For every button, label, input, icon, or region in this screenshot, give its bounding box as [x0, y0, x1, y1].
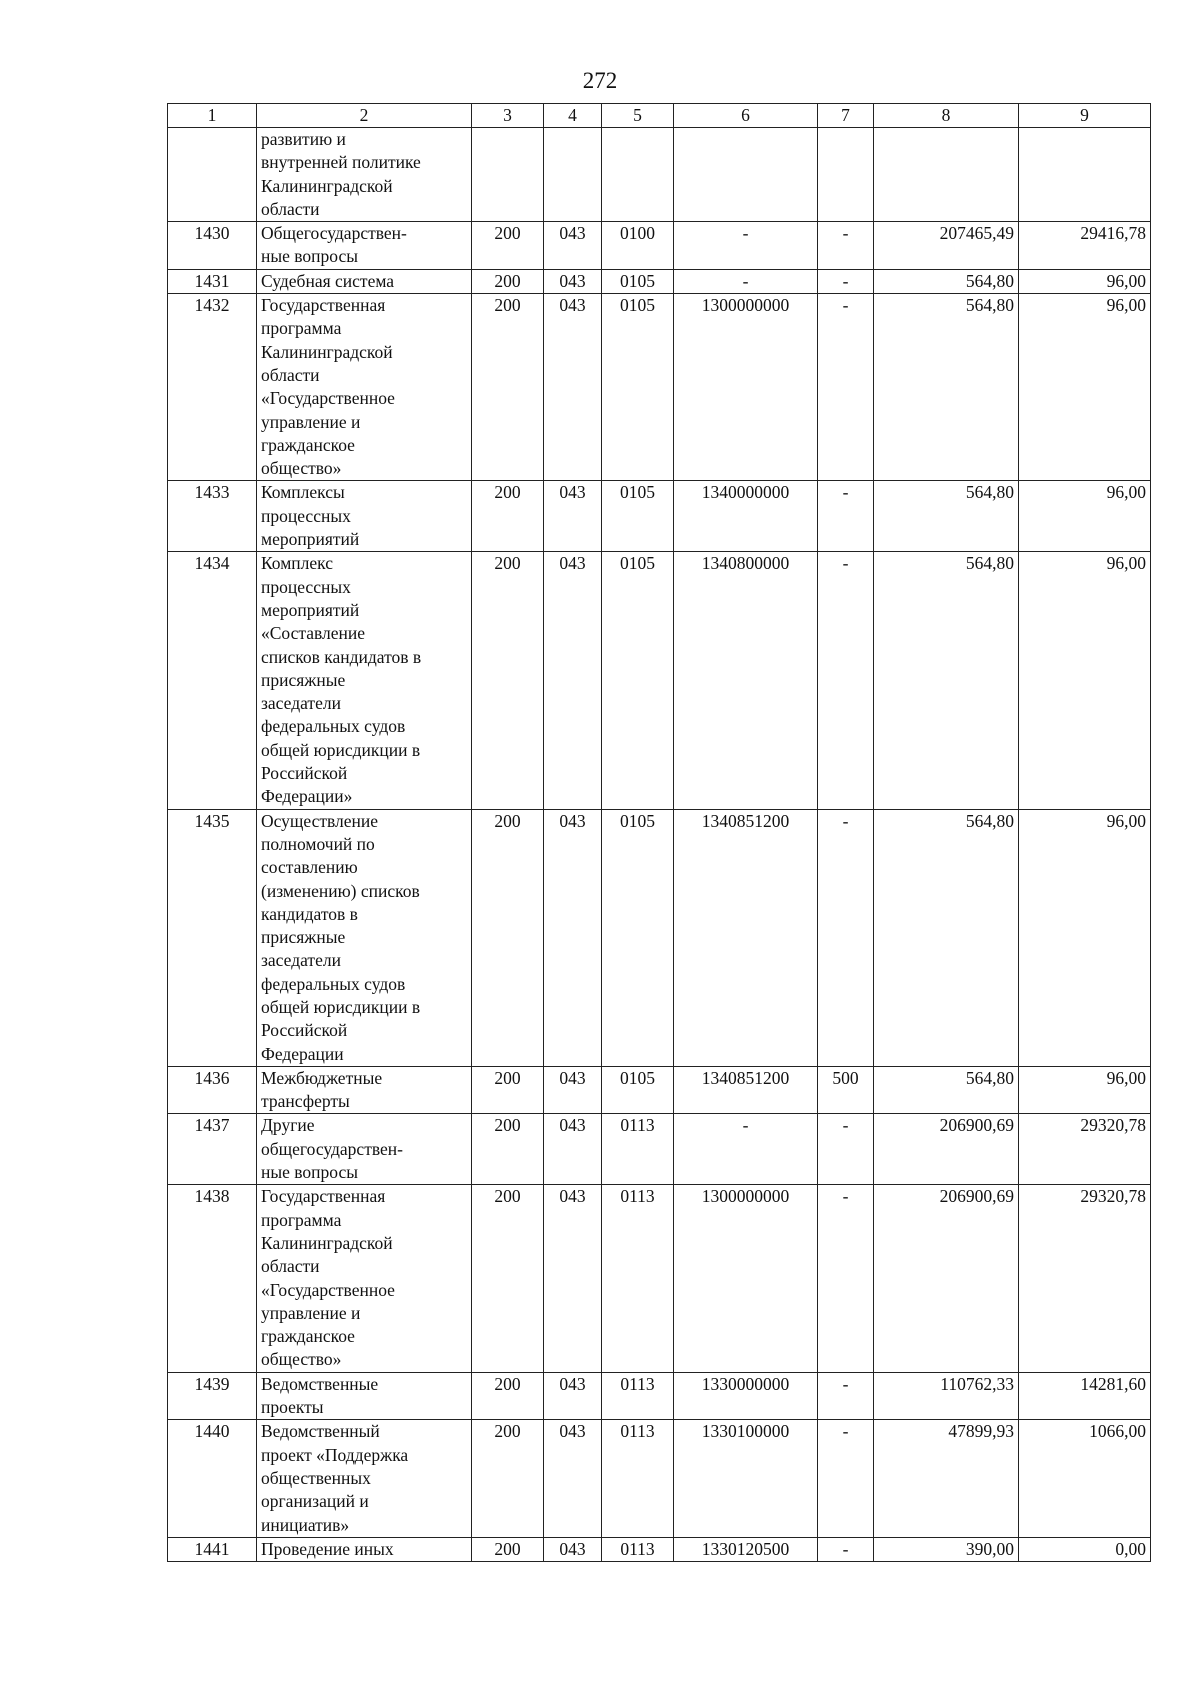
item-name-line: Калининградской	[261, 175, 393, 196]
item-name-cell	[257, 809, 472, 1066]
amount-cell: 96,00	[1019, 809, 1151, 1066]
item-name-line: Судебная система	[261, 270, 395, 291]
item-name-line: внутренней политике	[261, 152, 421, 173]
target-article-cell: 1340000000	[674, 481, 818, 552]
item-name-line: Общегосударствен-	[261, 223, 407, 244]
item-name-cell	[257, 1066, 472, 1114]
item-name-line: Российской	[261, 1020, 348, 1041]
item-name-line: присяжные	[261, 927, 346, 948]
item-name-line: заседатели	[261, 693, 341, 714]
item-name-line: «Государственное	[261, 388, 395, 409]
column-header: 7	[818, 104, 874, 128]
amount-cell: 96,00	[1019, 481, 1151, 552]
target-article-cell: 1340851200	[674, 809, 818, 1066]
column-header: 6	[674, 104, 818, 128]
expense-type-cell: -	[818, 269, 874, 293]
code-cell: 043	[544, 1185, 602, 1372]
section-cell: 0113	[602, 1537, 674, 1561]
row-number-cell: 1430	[168, 222, 257, 270]
section-cell: 0105	[602, 294, 674, 481]
item-name-line: управление и	[261, 411, 361, 432]
code-cell: 043	[544, 269, 602, 293]
target-article-cell: -	[674, 1114, 818, 1185]
item-name-line: составлению	[261, 857, 358, 878]
amount-cell: 96,00	[1019, 294, 1151, 481]
item-name-line: процессных	[261, 576, 351, 597]
amount-cell: 207465,49	[874, 222, 1019, 270]
section-cell: 0113	[602, 1185, 674, 1372]
row-number-cell: 1434	[168, 552, 257, 809]
section-cell: 0100	[602, 222, 674, 270]
item-name-line: общественных	[261, 1467, 371, 1488]
code-cell: 043	[544, 552, 602, 809]
amount-cell: 96,00	[1019, 269, 1151, 293]
item-name-line: ные вопросы	[261, 246, 358, 267]
code-cell: 200	[472, 1420, 544, 1537]
item-name-line: гражданское	[261, 1326, 355, 1347]
item-name-line: полномочий по	[261, 833, 375, 854]
code-cell: 200	[472, 1372, 544, 1420]
table-row	[168, 294, 1151, 481]
expense-type-cell: -	[818, 1537, 874, 1561]
item-name-line: Российской	[261, 763, 348, 784]
table-row	[168, 809, 1151, 1066]
table-row	[168, 481, 1151, 552]
target-article-cell: 1300000000	[674, 1185, 818, 1372]
table-row	[168, 1185, 1151, 1372]
amount-cell: 564,80	[874, 294, 1019, 481]
row-number-cell: 1437	[168, 1114, 257, 1185]
row-number-cell: 1438	[168, 1185, 257, 1372]
code-cell	[544, 128, 602, 222]
code-cell: 200	[472, 222, 544, 270]
item-name-line: организаций и	[261, 1491, 369, 1512]
item-name-line: управление и	[261, 1302, 361, 1323]
item-name-line: Комплекс	[261, 553, 333, 574]
item-name-line: Федерации»	[261, 786, 353, 807]
amount-cell: 29416,78	[1019, 222, 1151, 270]
expense-type-cell: -	[818, 552, 874, 809]
item-name-line: процессных	[261, 505, 351, 526]
row-number-cell: 1441	[168, 1537, 257, 1561]
amount-cell: 96,00	[1019, 552, 1151, 809]
item-name-cell	[257, 269, 472, 293]
section-cell: 0105	[602, 481, 674, 552]
target-article-cell	[674, 128, 818, 222]
item-name-line: ные вопросы	[261, 1162, 358, 1183]
item-name-line: Государственная	[261, 295, 386, 316]
item-name-line: трансферты	[261, 1091, 350, 1112]
target-article-cell: 1340800000	[674, 552, 818, 809]
item-name-line: «Составление	[261, 623, 366, 644]
row-number-cell: 1432	[168, 294, 257, 481]
target-article-cell: 1330100000	[674, 1420, 818, 1537]
table-body	[168, 128, 1151, 1562]
item-name-line: мероприятий	[261, 529, 360, 550]
expense-type-cell: -	[818, 294, 874, 481]
item-name-line: присяжные	[261, 669, 346, 690]
item-name-line: Другие	[261, 1115, 315, 1136]
expense-type-cell: -	[818, 222, 874, 270]
item-name-cell	[257, 552, 472, 809]
item-name-cell	[257, 1420, 472, 1537]
code-cell: 043	[544, 1420, 602, 1537]
amount-cell: 206900,69	[874, 1114, 1019, 1185]
code-cell: 043	[544, 481, 602, 552]
section-cell: 0105	[602, 1066, 674, 1114]
row-number-cell: 1439	[168, 1372, 257, 1420]
code-cell: 200	[472, 294, 544, 481]
table-row	[168, 552, 1151, 809]
item-name-line: мероприятий	[261, 599, 360, 620]
row-number-cell	[168, 128, 257, 222]
item-name-line: общество»	[261, 458, 342, 479]
expense-type-cell: -	[818, 1372, 874, 1420]
code-cell: 200	[472, 1185, 544, 1372]
row-number-cell: 1436	[168, 1066, 257, 1114]
item-name-cell	[257, 222, 472, 270]
column-header: 9	[1019, 104, 1151, 128]
code-cell: 043	[544, 809, 602, 1066]
code-cell: 043	[544, 222, 602, 270]
amount-cell: 96,00	[1019, 1066, 1151, 1114]
amount-cell: 564,80	[874, 1066, 1019, 1114]
table-row	[168, 269, 1151, 293]
table-row	[168, 222, 1151, 270]
item-name-line: гражданское	[261, 434, 355, 455]
target-article-cell: -	[674, 222, 818, 270]
amount-cell: 0,00	[1019, 1537, 1151, 1561]
item-name-line: Федерации	[261, 1043, 344, 1064]
code-cell: 200	[472, 1066, 544, 1114]
table-row	[168, 128, 1151, 222]
code-cell: 200	[472, 552, 544, 809]
code-cell: 200	[472, 1114, 544, 1185]
code-cell: 043	[544, 1372, 602, 1420]
item-name-cell	[257, 1372, 472, 1420]
amount-cell: 47899,93	[874, 1420, 1019, 1537]
target-article-cell: -	[674, 269, 818, 293]
code-cell: 200	[472, 481, 544, 552]
item-name-cell	[257, 1185, 472, 1372]
code-cell: 043	[544, 1066, 602, 1114]
amount-cell: 564,80	[874, 269, 1019, 293]
table-row	[168, 1114, 1151, 1185]
expense-type-cell: -	[818, 1185, 874, 1372]
expense-type-cell: 500	[818, 1066, 874, 1114]
table-row	[168, 1372, 1151, 1420]
column-header: 1	[168, 104, 257, 128]
target-article-cell: 1340851200	[674, 1066, 818, 1114]
row-number-cell: 1433	[168, 481, 257, 552]
budget-table	[167, 103, 1151, 1562]
amount-cell: 110762,33	[874, 1372, 1019, 1420]
item-name-line: Проведение иных	[261, 1538, 394, 1559]
amount-cell: 14281,60	[1019, 1372, 1151, 1420]
item-name-line: области	[261, 364, 320, 385]
item-name-line: федеральных судов	[261, 716, 406, 737]
section-cell: 0113	[602, 1114, 674, 1185]
item-name-line: Ведомственные	[261, 1373, 379, 1394]
code-cell: 043	[544, 1114, 602, 1185]
section-cell	[602, 128, 674, 222]
amount-cell: 1066,00	[1019, 1420, 1151, 1537]
column-header: 8	[874, 104, 1019, 128]
page-number: 272	[582, 68, 618, 93]
item-name-line: списков кандидатов в	[261, 646, 422, 667]
item-name-line: общество»	[261, 1349, 342, 1370]
code-cell: 043	[544, 294, 602, 481]
amount-cell: 564,80	[874, 481, 1019, 552]
table-row	[168, 1537, 1151, 1561]
amount-cell: 390,00	[874, 1537, 1019, 1561]
code-cell: 200	[472, 269, 544, 293]
item-name-line: кандидатов в	[261, 903, 358, 924]
row-number-cell: 1440	[168, 1420, 257, 1537]
item-name-line: Комплексы	[261, 482, 345, 503]
amount-cell: 206900,69	[874, 1185, 1019, 1372]
item-name-line: Калининградской	[261, 341, 393, 362]
column-header: 5	[602, 104, 674, 128]
item-name-line: программа	[261, 318, 342, 339]
item-name-line: области	[261, 1256, 320, 1277]
code-cell: 043	[544, 1537, 602, 1561]
item-name-line: «Государственное	[261, 1279, 395, 1300]
target-article-cell: 1300000000	[674, 294, 818, 481]
item-name-line: Ведомственный	[261, 1421, 380, 1442]
item-name-cell	[257, 1537, 472, 1561]
row-number-cell: 1431	[168, 269, 257, 293]
expense-type-cell	[818, 128, 874, 222]
item-name-line: Государственная	[261, 1186, 386, 1207]
header-row	[168, 104, 1151, 128]
item-name-cell	[257, 481, 472, 552]
expense-type-cell: -	[818, 481, 874, 552]
item-name-line: Калининградской	[261, 1232, 393, 1253]
expense-type-cell: -	[818, 1420, 874, 1537]
item-name-line: общегосударствен-	[261, 1138, 403, 1159]
item-name-line: Осуществление	[261, 810, 379, 831]
target-article-cell: 1330120500	[674, 1537, 818, 1561]
expense-type-cell: -	[818, 809, 874, 1066]
item-name-line: общей юрисдикции в	[261, 996, 421, 1017]
item-name-cell	[257, 1114, 472, 1185]
amount-cell: 564,80	[874, 552, 1019, 809]
code-cell	[472, 128, 544, 222]
amount-cell	[874, 128, 1019, 222]
item-name-line: (изменению) списков	[261, 880, 420, 901]
expense-type-cell: -	[818, 1114, 874, 1185]
item-name-line: общей юрисдикции в	[261, 739, 421, 760]
item-name-line: области	[261, 198, 320, 219]
item-name-line: инициатив»	[261, 1514, 350, 1535]
item-name-cell	[257, 294, 472, 481]
table-row	[168, 1420, 1151, 1537]
item-name-line: проект «Поддержка	[261, 1444, 409, 1465]
amount-cell: 29320,78	[1019, 1114, 1151, 1185]
amount-cell: 29320,78	[1019, 1185, 1151, 1372]
section-cell: 0105	[602, 269, 674, 293]
item-name-line: федеральных судов	[261, 973, 406, 994]
column-header: 4	[544, 104, 602, 128]
column-header: 2	[257, 104, 472, 128]
code-cell: 200	[472, 809, 544, 1066]
row-number-cell: 1435	[168, 809, 257, 1066]
section-cell: 0113	[602, 1372, 674, 1420]
item-name-cell	[257, 128, 472, 222]
amount-cell	[1019, 128, 1151, 222]
target-article-cell: 1330000000	[674, 1372, 818, 1420]
item-name-line: заседатели	[261, 950, 341, 971]
item-name-line: Межбюджетные	[261, 1067, 383, 1088]
amount-cell: 564,80	[874, 809, 1019, 1066]
section-cell: 0113	[602, 1420, 674, 1537]
item-name-line: развитию и	[261, 129, 346, 149]
item-name-line: программа	[261, 1209, 342, 1230]
code-cell: 200	[472, 1537, 544, 1561]
item-name-line: проекты	[261, 1397, 324, 1418]
table-row	[168, 1066, 1151, 1114]
column-header: 3	[472, 104, 544, 128]
section-cell: 0105	[602, 809, 674, 1066]
section-cell: 0105	[602, 552, 674, 809]
